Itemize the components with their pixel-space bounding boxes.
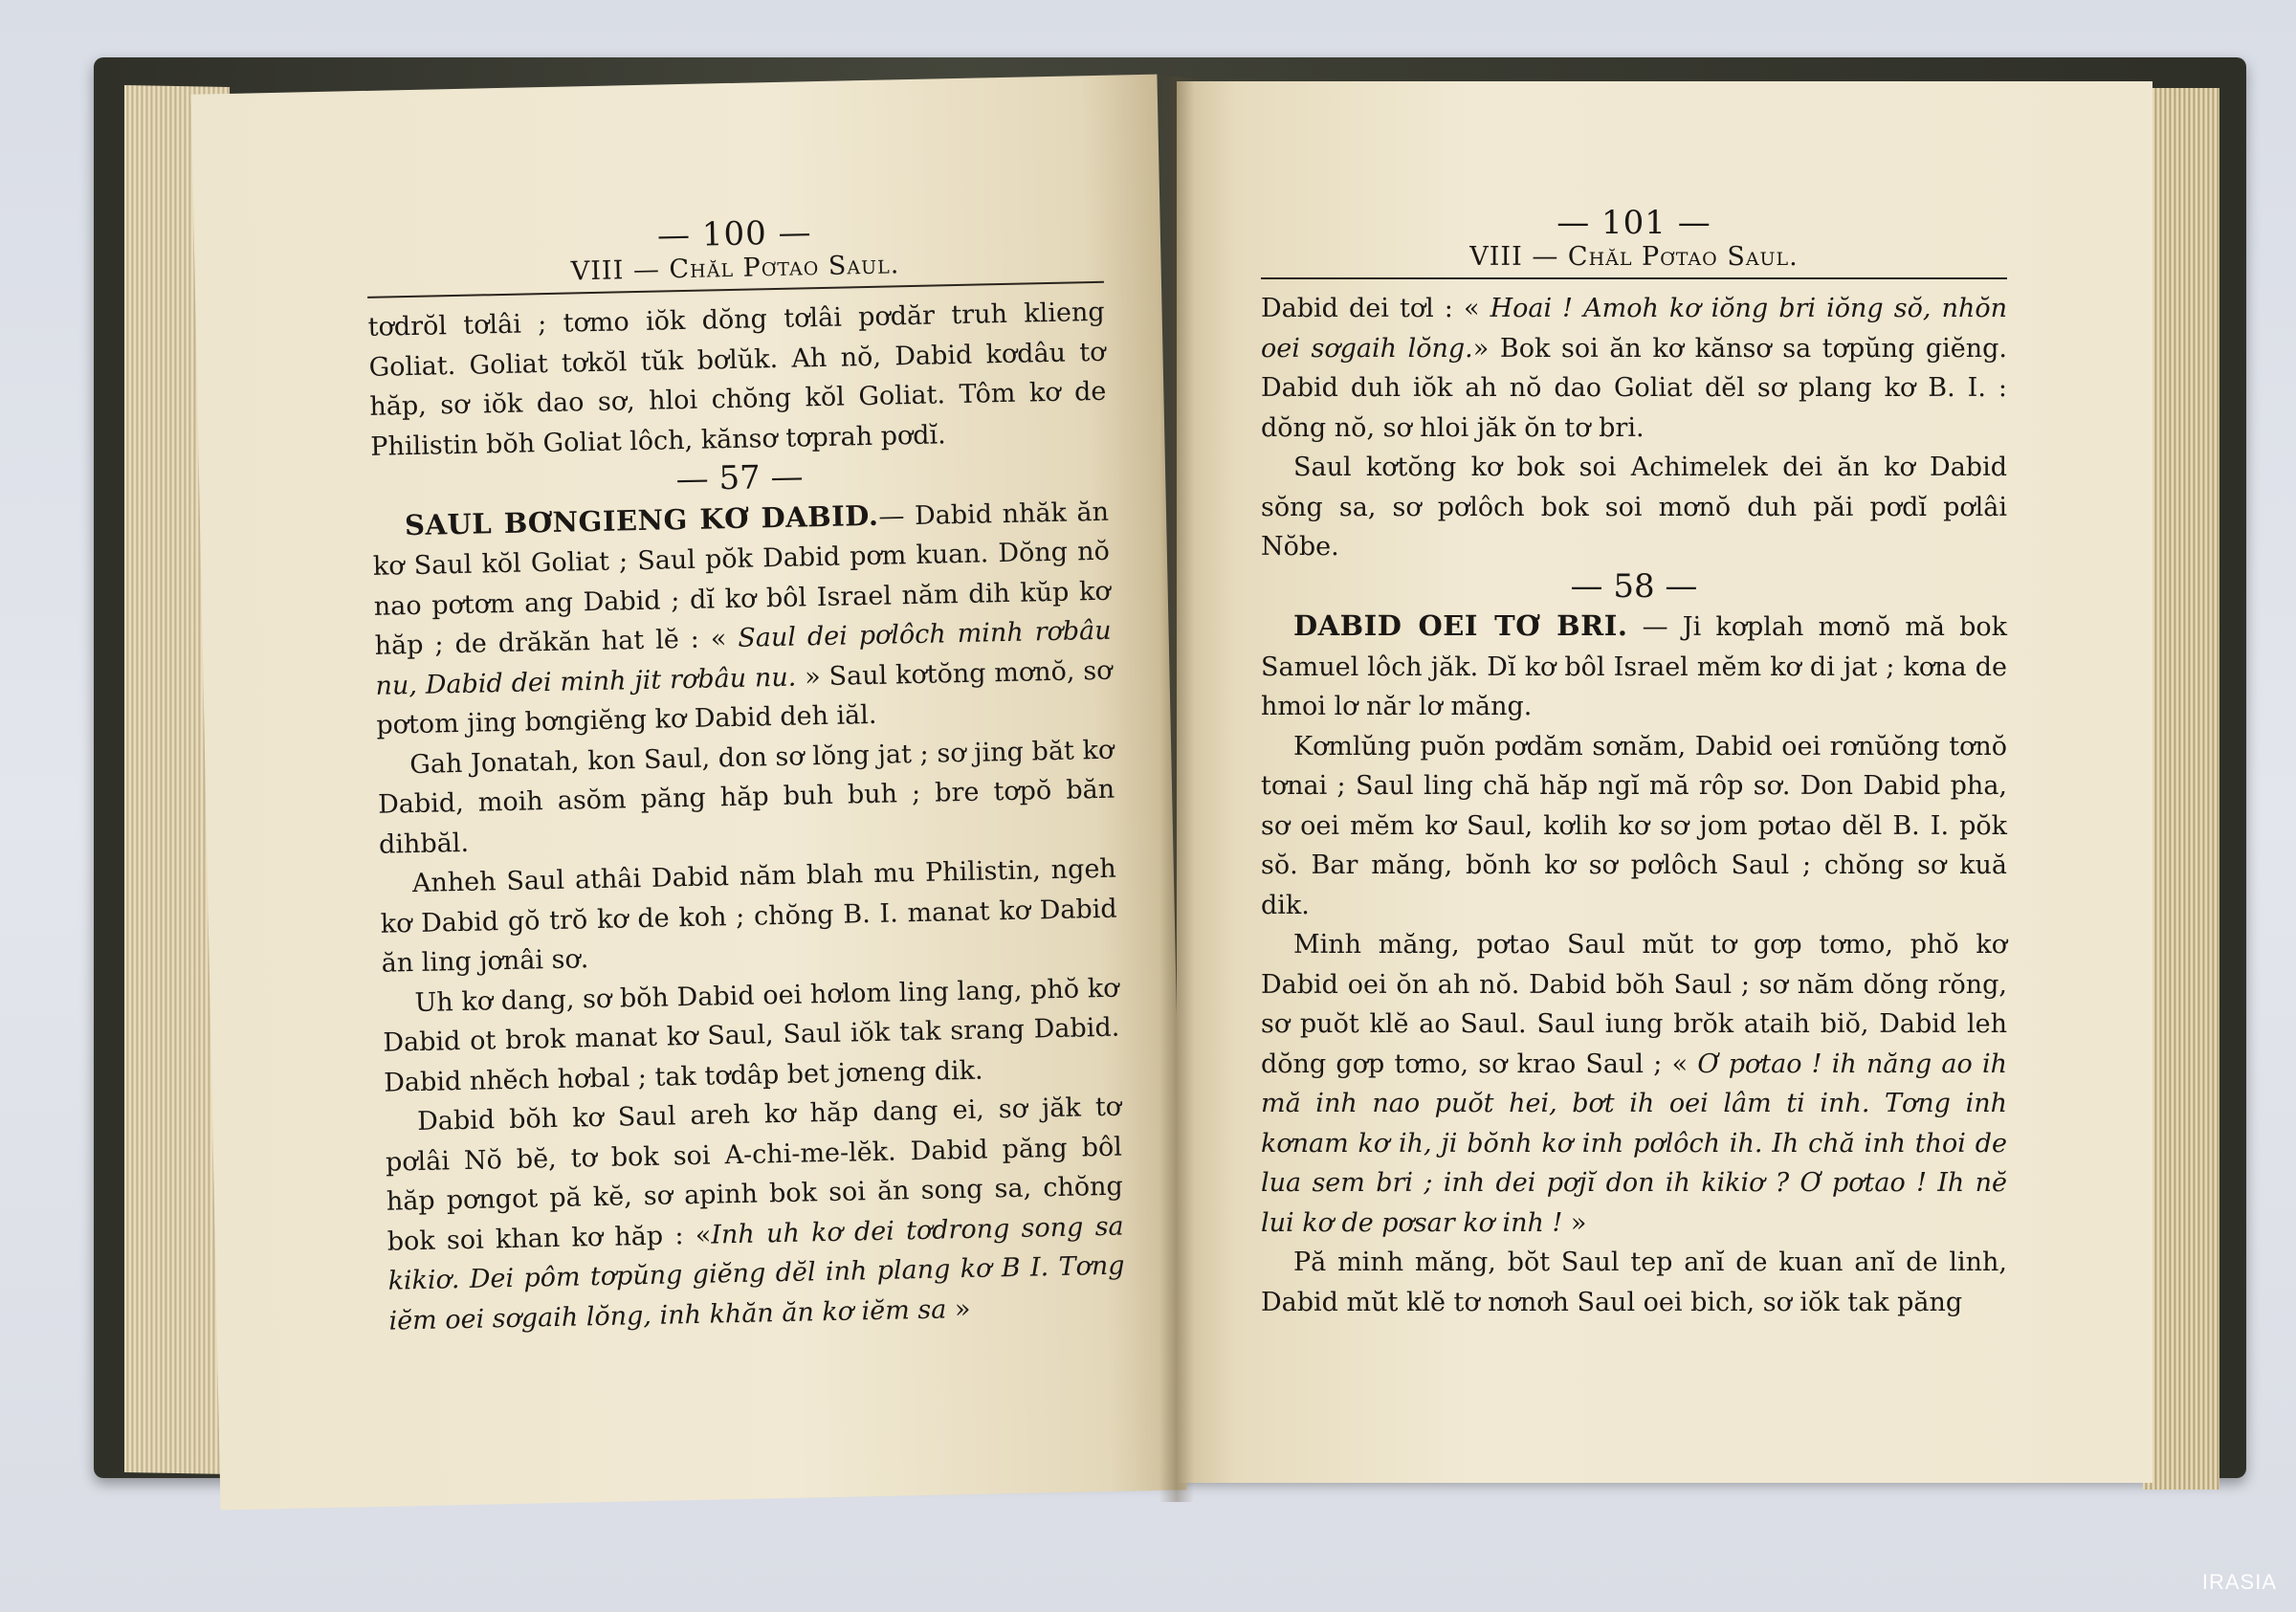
section-58-text: — Ji kơplah mơnŏ mă bok Samuel lôch jăk. Dĭ kơ bôl Israel mĕm kơ di jat ; kơna de hmoi lơ năr lơ măng.	[1261, 612, 2008, 721]
right-page-content	[1261, 204, 2007, 1322]
paragraph-night: Pă minh măng, bŏt Saul tep anĭ de kuan anĭ de linh, Dabid mŭt klĕ tơ nơnơh Saul oei bich, sơ iŏk tak păng	[1261, 1248, 2007, 1317]
book-gutter	[1159, 77, 1194, 1502]
paragraph-cave	[1261, 925, 2007, 1243]
running-head-left: VIII — Chăl Pơtao Saul.	[570, 250, 900, 287]
left-page-content	[365, 208, 1125, 1341]
cave-text-a: Minh măng, pơtao Saul mŭt tơ gơp tơmo, phŏ kơ Dabid oei ŏn ah nŏ. Dabid bŏh Saul ; sơ năm dŏng rŏng, sơ puŏt klĕ ao Saul. Saul iung brŏk ataih biŏ, Dabid leh dŏng gơp tơmo, sơ krao Saul ; «	[1261, 930, 2007, 1079]
paragraph-forest: Kơmlŭng puŏn pơdăm sơnăm, Dabid oei rơnŭŏng tơnŏ tơnai ; Saul ling chă hăp ngĭ mă rôp sơ. Don Dabid pha, sơ oei mĕm kơ Saul, kơlih kơ sơ jom pơtao dĕl B. I. pŏk sŏ. Bar măng, bŏnh kơ sơ pơlôch Saul ; chŏng sơ kuă dik.	[1261, 731, 2007, 920]
section-57-paragraph	[372, 491, 1114, 745]
page-edges-right	[2143, 88, 2219, 1490]
nobe-quote: Inh uh kơ dei tơdrong song sa kikiơ. Dei pôm tơpŭng giĕng dĕl inh plang kơ B I. Tơng iĕm oei sơgaih lŏng, inh khăn ăn kơ iĕm sa	[387, 1211, 1125, 1336]
nobe-text-b: »	[954, 1293, 971, 1324]
paragraph-intro: tơdrŏl tơlâi ; tơmo iŏk dŏng tơlâi pơdăr truh klieng Goliat. Goliat tơkŏl tŭk bơlŭk. Ah nŏ, Dabid kơdâu tơ hăp, sơ iŏk dao sơ, hloi chŏng kŏl Goliat. Tôm kơ de Philistin bŏh Goliat lôch, kănsơ tơprah pơdĭ.	[367, 297, 1107, 462]
section-58-paragraph	[1261, 607, 2007, 727]
paragraph-jonathan: Gah Jonatah, kon Saul, don sơ lŏng jat ; sơ jing băt kơ Dabid, moih asŏm păng hăp buh buh ; bre tơpŏ băn dihbăl.	[377, 735, 1115, 860]
page-number-right: — 101 —	[1556, 204, 1711, 242]
paragraph-spear: Uh kơ dang, sơ bŏh Dabid oei hơlom ling lang, phŏ kơ Dabid ot brok manat kơ Saul, Saul iŏk tak srang Dabid. Dabid nhĕch hơbal ; tak tơdâp bet jơneng dik.	[383, 973, 1120, 1098]
answer-quote: Hoai ! Amoh kơ iŏng bri iŏng sŏ, nhŏn oei sơgaih lŏng.	[1261, 294, 2007, 364]
head-rule-right	[1261, 277, 2007, 279]
section-57-text-b: » Saul kơtŏng mơnŏ, sơ pơtom jing bơngiĕng kơ Dabid deh iăl.	[376, 655, 1113, 740]
answer-text-a: Dabid dei tơl : «	[1261, 294, 1480, 323]
right-page	[1177, 81, 2152, 1483]
section-heading-57: SAUL BƠNGIENG KƠ DABID.	[404, 498, 879, 541]
running-head-right: VIII — Chăl Pơtao Saul.	[1469, 242, 1799, 272]
section-57-quote: Saul dei pơlôch minh rơbâu nu, Dabid dei minh jit rơbâu nu.	[375, 615, 1112, 701]
cave-quote: Ơ pơtao ! ih năng ao ih mă inh nao puŏt hei, bơt ih oei lâm ti inh. Tơng inh kơnam kơ ih, ji bŏnh kơ inh pơlôch ih. Ih chă inh thoi de lua sem bri ; inh dei pơjĭ don ih kikiơ ? Ơ pơtao ! Ih nĕ lui kơ de pơsar kơ inh !	[1261, 1049, 2007, 1238]
right-body-text	[1261, 289, 2007, 1322]
nobe-text-a: Dabid bŏh kơ Saul areh kơ hăp dang ei, sơ jăk tơ pơlâi Nŏ bĕ, tơ bok soi A-chi-me-lĕk. Dabid păng bôl hăp pơngot pă kĕ, sơ apinh bok soi ăn song sa, chŏng bok soi khan kơ hăp : «	[385, 1092, 1124, 1257]
paragraph-philistines: Anheh Saul athâi Dabid năm blah mu Philistin, ngeh kơ Dabid gŏ trŏ kơ de koh ; chŏng B. I. manat kơ Dabid ăn ling jơnâi sơ.	[380, 853, 1117, 979]
section-number-57: — 57 —	[675, 457, 804, 499]
section-heading-58: DABID OEI TƠ BRI.	[1293, 609, 1628, 642]
paragraph-nobe	[385, 1088, 1126, 1341]
answer-text-b: » Bok soi ăn kơ kănsơ sa tơpŭng giĕng. Dabid duh iŏk ah nŏ dao Goliat dĕl sơ plang kơ B. I. : dŏng nŏ, sơ hloi jăk ŏn tơ bri.	[1261, 333, 2007, 443]
paragraph-dabid-answer	[1261, 289, 2007, 448]
page-number-left: — 100 —	[656, 213, 812, 255]
left-body-text	[367, 293, 1125, 1341]
section-57-text-a: — Dabid nhăk ăn kơ Saul kŏl Goliat ; Saul pŏk Dabid pơm kuan. Dŏng nŏ nao pơtơm ang Dabid ; dĭ kơ bôl Israel năm dih kŭp kơ hăp ; de drăkăn hat lĕ : «	[372, 497, 1112, 661]
section-number-58: — 58 —	[1570, 566, 1698, 606]
watermark: IRASIA	[2201, 1570, 2277, 1594]
left-page	[191, 75, 1187, 1511]
cave-text-b: »	[1570, 1207, 1587, 1238]
paragraph-achimelek: Saul kơtŏng kơ bok soi Achimelek dei ăn kơ Dabid sŏng sa, sơ pơlôch bok soi mơnŏ duh păi pơdĭ pơlâi Nŏbe.	[1261, 453, 2007, 562]
